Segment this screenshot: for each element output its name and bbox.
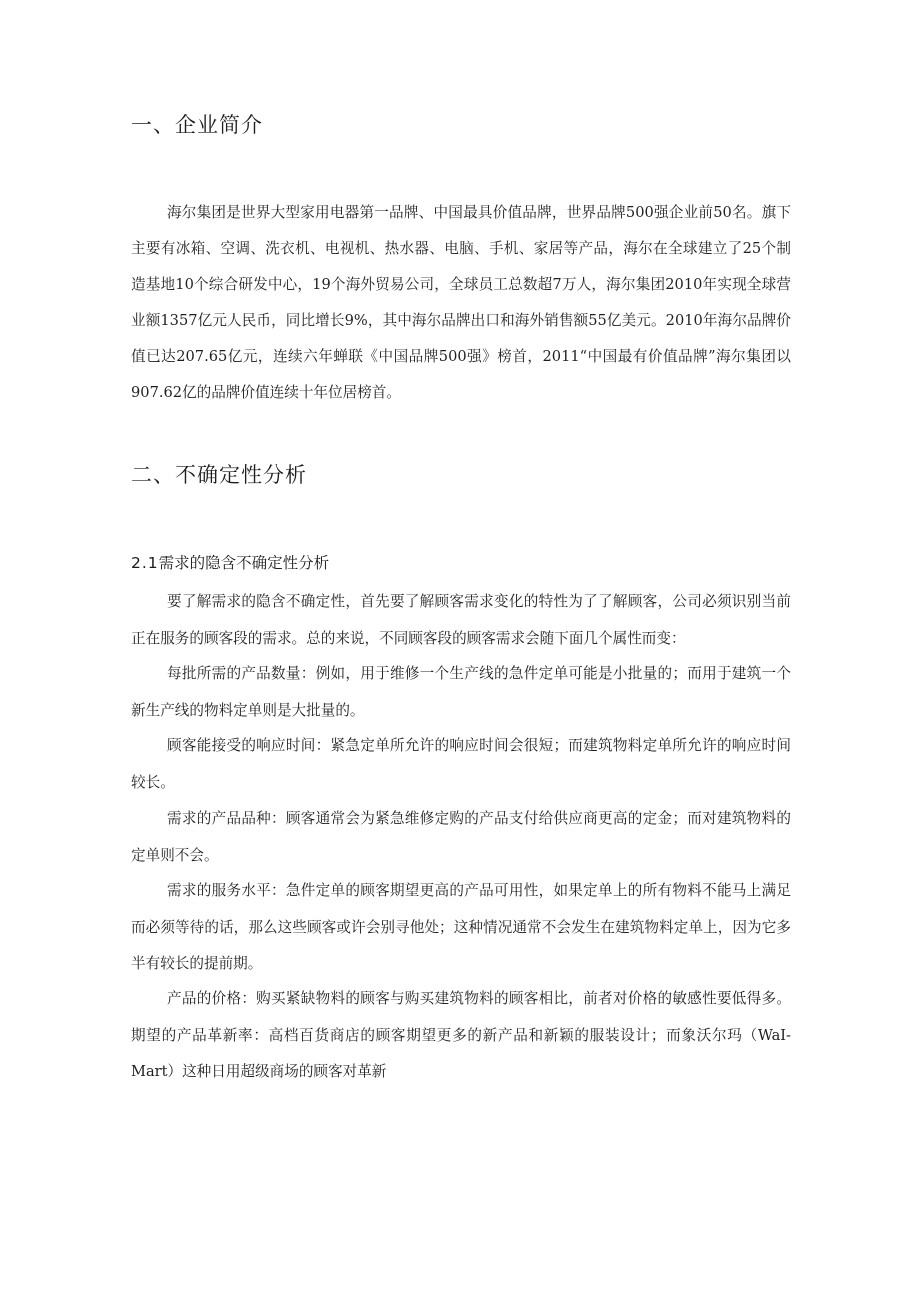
subsection-heading (131, 552, 329, 574)
paragraph-product-variety: 需求的产品品种：顾客通常会为紧急维修定购的产品支付给供应商更高的定金；而对建筑物料的定单则不会。 (131, 810, 791, 864)
section-heading-company-intro: 一、企业简介 (131, 113, 263, 137)
subsection-title: 需求的隐含不确定性分析 (158, 554, 330, 572)
section-heading-uncertainty-analysis: 二、不确定性分析 (131, 463, 307, 487)
subsection-number: 2.1 (131, 554, 159, 572)
paragraph-response-time: 顾客能接受的响应时间：紧急定单所允许的响应时间会很短；而建筑物料定单所允许的响应时间较长。 (131, 737, 791, 791)
company-intro-paragraph: 海尔集团是世界大型家用电器第一品牌、中国最具价值品牌，世界品牌500强企业前50名。旗下主要有冰箱、空调、洗衣机、电视机、热水器、电脑、手机、家居等产品，海尔在全球建立了25个制造基地10个综合研发中心，19个海外贸易公司，全球员工总数超7万人，海尔集团2010年实现全球营业额1357亿元人民币，同比增长9%，其中海尔品牌出口和海外销售额55亿美元。2010年海尔品牌价值已达207.65亿元，连续六年蝉联《中国品牌500强》榜首，2011“中国最有价值品牌”海尔集团以907.62亿的品牌价值连续十年位居榜首。 (131, 204, 791, 401)
paragraph-intro: 要了解需求的隐含不确定性，首先要了解顾客需求变化的特性为了了解顾客，公司必须识别当前正在服务的顾客段的需求。总的来说，不同顾客段的顾客需求会随下面几个属性而变： (131, 593, 791, 647)
paragraph-batch-quantity: 每批所需的产品数量：例如，用于维修一个生产线的急件定单可能是小批量的；而用于建筑一个新生产线的物料定单则是大批量的。 (131, 665, 791, 719)
paragraph-product-price: 产品的价格：购买紧缺物料的顾客与购买建筑物料的顾客相比，前者对价格的敏感性要低得多。期望的产品革新率：高档百货商店的顾客期望更多的新产品和新颖的服装设计；而象沃尔玛（WaI-Mart）这种日用超级商场的顾客对革新 (131, 990, 791, 1081)
paragraph-service-level: 需求的服务水平：急件定单的顾客期望更高的产品可用性，如果定单上的所有物料不能马上满足而必须等待的话，那么这些顾客或许会别寻他处；这种情况通常不会发生在建筑物料定单上，因为它多半有较长的提前期。 (131, 882, 791, 973)
